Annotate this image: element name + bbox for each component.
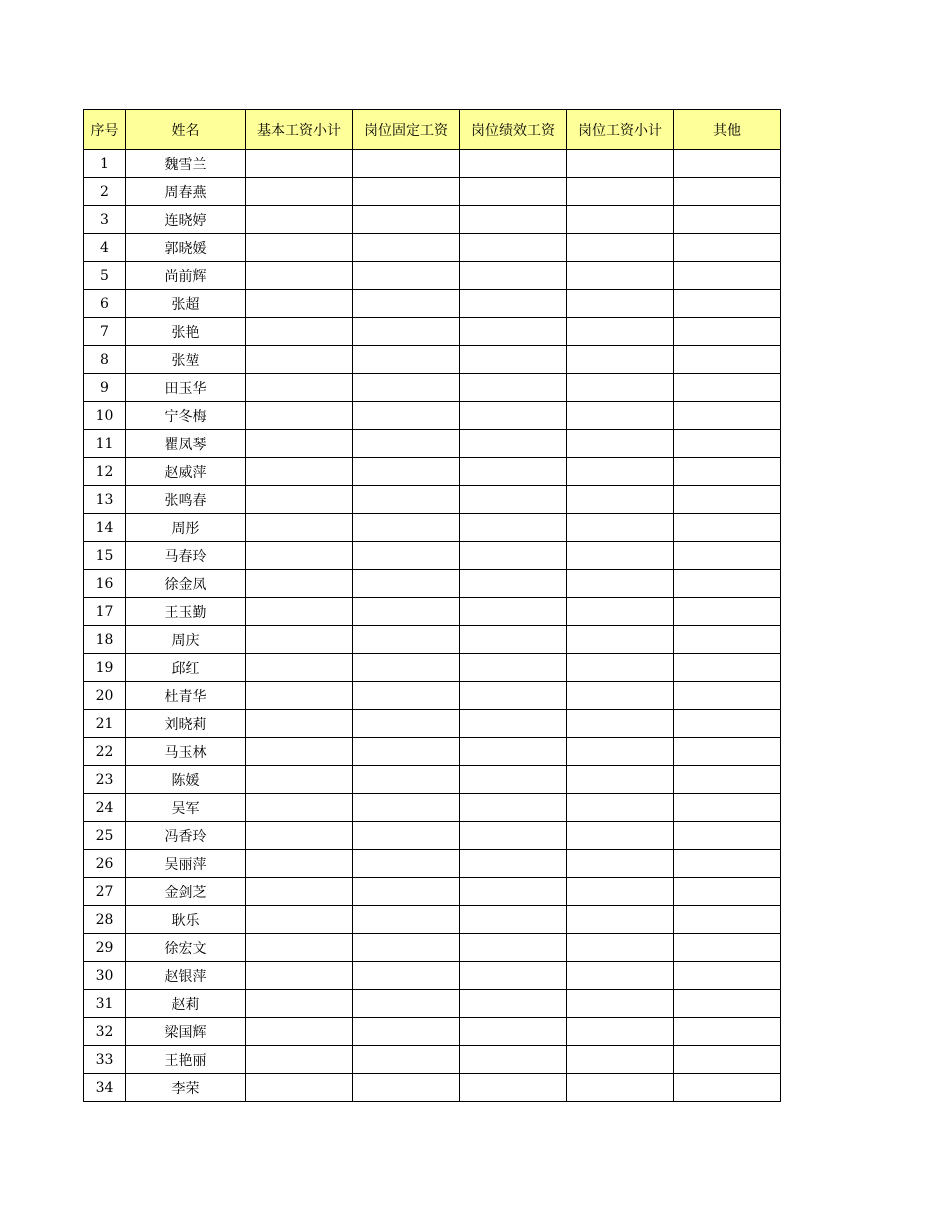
- cell-no: 16: [84, 570, 126, 598]
- cell-empty: [460, 906, 567, 934]
- cell-empty: [567, 766, 674, 794]
- cell-empty: [567, 374, 674, 402]
- cell-name: 赵银萍: [126, 962, 246, 990]
- cell-empty: [353, 1046, 460, 1074]
- table-row: [84, 738, 781, 766]
- cell-empty: [567, 682, 674, 710]
- cell-empty: [460, 1074, 567, 1102]
- cell-empty: [674, 486, 781, 514]
- cell-empty: [674, 626, 781, 654]
- cell-no: 3: [84, 206, 126, 234]
- cell-empty: [353, 850, 460, 878]
- table-row: [84, 794, 781, 822]
- cell-empty: [460, 178, 567, 206]
- cell-empty: [246, 486, 353, 514]
- cell-name: 梁国辉: [126, 1018, 246, 1046]
- cell-no: 17: [84, 598, 126, 626]
- cell-empty: [567, 962, 674, 990]
- cell-empty: [353, 318, 460, 346]
- cell-empty: [674, 766, 781, 794]
- cell-empty: [460, 626, 567, 654]
- cell-no: 6: [84, 290, 126, 318]
- cell-no: 25: [84, 822, 126, 850]
- cell-empty: [246, 766, 353, 794]
- cell-empty: [567, 1074, 674, 1102]
- cell-empty: [246, 598, 353, 626]
- cell-empty: [674, 150, 781, 178]
- table-row: [84, 430, 781, 458]
- cell-empty: [674, 934, 781, 962]
- cell-empty: [246, 178, 353, 206]
- cell-empty: [567, 430, 674, 458]
- cell-no: 23: [84, 766, 126, 794]
- cell-empty: [246, 570, 353, 598]
- cell-empty: [674, 178, 781, 206]
- cell-empty: [353, 290, 460, 318]
- cell-no: 11: [84, 430, 126, 458]
- cell-empty: [353, 234, 460, 262]
- cell-empty: [460, 542, 567, 570]
- cell-no: 10: [84, 402, 126, 430]
- cell-empty: [246, 990, 353, 1018]
- cell-empty: [460, 934, 567, 962]
- cell-empty: [460, 318, 567, 346]
- salary-table: [83, 109, 781, 1102]
- table-row: [84, 710, 781, 738]
- cell-no: 1: [84, 150, 126, 178]
- cell-empty: [460, 682, 567, 710]
- cell-empty: [674, 738, 781, 766]
- table-row: [84, 374, 781, 402]
- cell-empty: [460, 654, 567, 682]
- cell-name: 徐金凤: [126, 570, 246, 598]
- cell-no: 32: [84, 1018, 126, 1046]
- cell-empty: [567, 178, 674, 206]
- cell-name: 张鸣春: [126, 486, 246, 514]
- table-row: [84, 850, 781, 878]
- cell-empty: [353, 150, 460, 178]
- table-row: [84, 654, 781, 682]
- cell-empty: [353, 346, 460, 374]
- cell-empty: [353, 682, 460, 710]
- cell-empty: [567, 514, 674, 542]
- cell-empty: [567, 710, 674, 738]
- table-row: [84, 346, 781, 374]
- cell-no: 2: [84, 178, 126, 206]
- cell-no: 31: [84, 990, 126, 1018]
- cell-empty: [674, 794, 781, 822]
- cell-no: 28: [84, 906, 126, 934]
- table-row: [84, 962, 781, 990]
- cell-empty: [246, 514, 353, 542]
- cell-empty: [460, 878, 567, 906]
- cell-empty: [674, 542, 781, 570]
- cell-empty: [567, 878, 674, 906]
- cell-no: 13: [84, 486, 126, 514]
- cell-empty: [567, 906, 674, 934]
- cell-empty: [674, 962, 781, 990]
- table-row: [84, 234, 781, 262]
- cell-empty: [246, 878, 353, 906]
- cell-empty: [246, 1018, 353, 1046]
- cell-empty: [353, 822, 460, 850]
- table-row: [84, 514, 781, 542]
- cell-empty: [353, 962, 460, 990]
- cell-name: 冯香玲: [126, 822, 246, 850]
- cell-empty: [246, 850, 353, 878]
- cell-empty: [674, 682, 781, 710]
- cell-empty: [353, 738, 460, 766]
- cell-name: 杜青华: [126, 682, 246, 710]
- cell-empty: [353, 570, 460, 598]
- header-cell-name: 姓名: [126, 110, 246, 150]
- cell-empty: [567, 822, 674, 850]
- cell-no: 29: [84, 934, 126, 962]
- cell-empty: [353, 1074, 460, 1102]
- cell-name: 张超: [126, 290, 246, 318]
- cell-empty: [353, 262, 460, 290]
- cell-empty: [674, 906, 781, 934]
- cell-empty: [460, 150, 567, 178]
- table-header: [84, 110, 781, 150]
- cell-empty: [674, 1046, 781, 1074]
- cell-no: 27: [84, 878, 126, 906]
- table-row: [84, 206, 781, 234]
- cell-empty: [567, 738, 674, 766]
- table-row: [84, 262, 781, 290]
- cell-empty: [460, 262, 567, 290]
- cell-empty: [246, 318, 353, 346]
- cell-empty: [460, 346, 567, 374]
- cell-empty: [460, 234, 567, 262]
- cell-empty: [246, 1046, 353, 1074]
- cell-empty: [353, 598, 460, 626]
- cell-empty: [246, 458, 353, 486]
- cell-empty: [246, 290, 353, 318]
- table-row: [84, 626, 781, 654]
- cell-no: 30: [84, 962, 126, 990]
- cell-name: 陈媛: [126, 766, 246, 794]
- table-row: [84, 486, 781, 514]
- table-row: [84, 766, 781, 794]
- cell-name: 邱红: [126, 654, 246, 682]
- cell-empty: [353, 626, 460, 654]
- cell-empty: [246, 1074, 353, 1102]
- cell-no: 22: [84, 738, 126, 766]
- cell-no: 24: [84, 794, 126, 822]
- cell-name: 金剑芝: [126, 878, 246, 906]
- cell-empty: [674, 1074, 781, 1102]
- cell-empty: [460, 598, 567, 626]
- cell-empty: [567, 654, 674, 682]
- cell-empty: [674, 598, 781, 626]
- cell-empty: [353, 486, 460, 514]
- cell-empty: [460, 962, 567, 990]
- table-row: [84, 1046, 781, 1074]
- cell-no: 7: [84, 318, 126, 346]
- cell-empty: [353, 934, 460, 962]
- table-row: [84, 934, 781, 962]
- cell-empty: [674, 458, 781, 486]
- table-row: [84, 542, 781, 570]
- table-row: [84, 402, 781, 430]
- cell-name: 刘晓莉: [126, 710, 246, 738]
- cell-name: 赵莉: [126, 990, 246, 1018]
- cell-no: 8: [84, 346, 126, 374]
- cell-empty: [460, 290, 567, 318]
- cell-name: 魏雪兰: [126, 150, 246, 178]
- cell-empty: [353, 654, 460, 682]
- cell-empty: [567, 990, 674, 1018]
- cell-empty: [246, 682, 353, 710]
- cell-empty: [674, 290, 781, 318]
- cell-empty: [674, 206, 781, 234]
- cell-empty: [246, 794, 353, 822]
- cell-no: 9: [84, 374, 126, 402]
- cell-empty: [246, 654, 353, 682]
- cell-empty: [674, 570, 781, 598]
- table-row: [84, 318, 781, 346]
- cell-empty: [460, 990, 567, 1018]
- header-cell-other: 其他: [674, 110, 781, 150]
- cell-name: 李荣: [126, 1074, 246, 1102]
- cell-no: 12: [84, 458, 126, 486]
- header-cell-no: 序号: [84, 110, 126, 150]
- cell-empty: [674, 374, 781, 402]
- cell-empty: [353, 206, 460, 234]
- cell-empty: [353, 374, 460, 402]
- cell-empty: [567, 206, 674, 234]
- cell-empty: [567, 850, 674, 878]
- cell-name: 周庆: [126, 626, 246, 654]
- header-cell-basic-salary-subtotal: 基本工资小计: [246, 110, 353, 150]
- cell-empty: [460, 766, 567, 794]
- table-row: [84, 150, 781, 178]
- cell-empty: [460, 1018, 567, 1046]
- cell-empty: [246, 542, 353, 570]
- cell-empty: [567, 318, 674, 346]
- cell-empty: [246, 374, 353, 402]
- cell-empty: [674, 822, 781, 850]
- table-row: [84, 570, 781, 598]
- cell-empty: [674, 234, 781, 262]
- cell-name: 郭晓媛: [126, 234, 246, 262]
- cell-empty: [246, 234, 353, 262]
- cell-empty: [246, 934, 353, 962]
- cell-empty: [567, 346, 674, 374]
- table-row: [84, 990, 781, 1018]
- cell-empty: [674, 514, 781, 542]
- cell-empty: [674, 710, 781, 738]
- cell-empty: [460, 850, 567, 878]
- header-row: [84, 110, 781, 150]
- table-row: [84, 178, 781, 206]
- cell-no: 5: [84, 262, 126, 290]
- cell-empty: [674, 990, 781, 1018]
- cell-empty: [674, 850, 781, 878]
- table-row: [84, 458, 781, 486]
- cell-empty: [460, 430, 567, 458]
- cell-empty: [353, 710, 460, 738]
- cell-no: 26: [84, 850, 126, 878]
- cell-empty: [674, 262, 781, 290]
- cell-empty: [674, 1018, 781, 1046]
- cell-empty: [353, 990, 460, 1018]
- cell-empty: [460, 206, 567, 234]
- cell-name: 吴丽萍: [126, 850, 246, 878]
- cell-empty: [246, 346, 353, 374]
- cell-empty: [460, 458, 567, 486]
- cell-empty: [353, 794, 460, 822]
- table-row: [84, 598, 781, 626]
- cell-empty: [246, 822, 353, 850]
- cell-no: 19: [84, 654, 126, 682]
- cell-empty: [246, 206, 353, 234]
- cell-empty: [567, 458, 674, 486]
- table-row: [84, 822, 781, 850]
- cell-empty: [567, 402, 674, 430]
- cell-name: 宁冬梅: [126, 402, 246, 430]
- header-cell-performance-post-salary: 岗位绩效工资: [460, 110, 567, 150]
- cell-empty: [246, 262, 353, 290]
- cell-empty: [246, 710, 353, 738]
- cell-empty: [353, 906, 460, 934]
- cell-empty: [567, 262, 674, 290]
- cell-name: 尚前辉: [126, 262, 246, 290]
- cell-empty: [353, 514, 460, 542]
- table-row: [84, 878, 781, 906]
- cell-empty: [567, 598, 674, 626]
- cell-empty: [460, 402, 567, 430]
- cell-name: 张艳: [126, 318, 246, 346]
- cell-empty: [353, 1018, 460, 1046]
- cell-empty: [460, 1046, 567, 1074]
- cell-name: 瞿凤琴: [126, 430, 246, 458]
- cell-empty: [246, 150, 353, 178]
- cell-name: 张堃: [126, 346, 246, 374]
- table-row: [84, 906, 781, 934]
- cell-empty: [353, 542, 460, 570]
- cell-empty: [460, 514, 567, 542]
- cell-empty: [353, 458, 460, 486]
- cell-empty: [353, 878, 460, 906]
- cell-empty: [460, 822, 567, 850]
- cell-name: 吴军: [126, 794, 246, 822]
- cell-empty: [246, 906, 353, 934]
- cell-empty: [674, 878, 781, 906]
- cell-empty: [246, 626, 353, 654]
- cell-name: 田玉华: [126, 374, 246, 402]
- cell-name: 马玉林: [126, 738, 246, 766]
- cell-empty: [567, 542, 674, 570]
- cell-empty: [567, 290, 674, 318]
- cell-empty: [460, 486, 567, 514]
- header-cell-fixed-post-salary: 岗位固定工资: [353, 110, 460, 150]
- table-row: [84, 1018, 781, 1046]
- cell-name: 耿乐: [126, 906, 246, 934]
- cell-no: 21: [84, 710, 126, 738]
- cell-empty: [246, 738, 353, 766]
- cell-empty: [353, 178, 460, 206]
- cell-no: 15: [84, 542, 126, 570]
- table-row: [84, 1074, 781, 1102]
- cell-name: 王艳丽: [126, 1046, 246, 1074]
- cell-empty: [353, 766, 460, 794]
- cell-empty: [460, 374, 567, 402]
- cell-empty: [674, 402, 781, 430]
- cell-empty: [567, 234, 674, 262]
- cell-no: 4: [84, 234, 126, 262]
- table-row: [84, 682, 781, 710]
- cell-empty: [567, 794, 674, 822]
- cell-no: 18: [84, 626, 126, 654]
- cell-empty: [353, 402, 460, 430]
- cell-empty: [460, 570, 567, 598]
- cell-name: 连晓婷: [126, 206, 246, 234]
- cell-empty: [246, 402, 353, 430]
- cell-name: 赵威萍: [126, 458, 246, 486]
- cell-empty: [246, 962, 353, 990]
- cell-empty: [674, 346, 781, 374]
- cell-name: 马春玲: [126, 542, 246, 570]
- header-cell-post-salary-subtotal: 岗位工资小计: [567, 110, 674, 150]
- cell-empty: [567, 570, 674, 598]
- cell-no: 33: [84, 1046, 126, 1074]
- cell-name: 徐宏文: [126, 934, 246, 962]
- cell-empty: [460, 794, 567, 822]
- cell-empty: [567, 1018, 674, 1046]
- cell-no: 20: [84, 682, 126, 710]
- cell-empty: [674, 318, 781, 346]
- cell-empty: [674, 430, 781, 458]
- table-row: [84, 290, 781, 318]
- cell-empty: [460, 710, 567, 738]
- table-body: [84, 150, 781, 1102]
- cell-empty: [674, 654, 781, 682]
- cell-name: 王玉勤: [126, 598, 246, 626]
- cell-empty: [567, 150, 674, 178]
- cell-empty: [353, 430, 460, 458]
- cell-name: 周春燕: [126, 178, 246, 206]
- cell-no: 14: [84, 514, 126, 542]
- cell-empty: [567, 486, 674, 514]
- cell-empty: [567, 626, 674, 654]
- cell-no: 34: [84, 1074, 126, 1102]
- cell-empty: [567, 934, 674, 962]
- cell-empty: [246, 430, 353, 458]
- cell-empty: [567, 1046, 674, 1074]
- cell-name: 周彤: [126, 514, 246, 542]
- cell-empty: [460, 738, 567, 766]
